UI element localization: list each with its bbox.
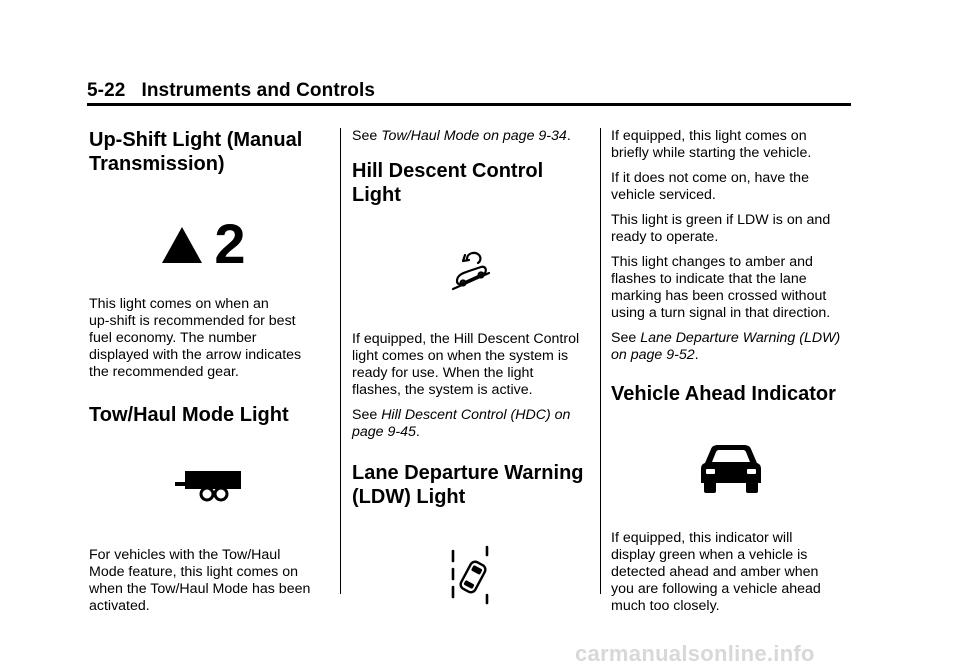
watermark: carmanualsonline.info (575, 641, 815, 666)
ldw-body-4: This light changes to amber and flashes to indicate that the lane marking has been crossed without using a turn signal in that direction. (611, 254, 831, 321)
column-2 (352, 128, 590, 635)
column-1 (89, 128, 327, 615)
towhaul-ref-link[interactable]: Tow/Haul Mode on page 9-34 (381, 128, 567, 144)
towhaul-light-icon (89, 427, 327, 547)
upshift-arrow-icon (158, 210, 258, 268)
ldw-body-3: This light is green if LDW is on and ready to operate. (611, 212, 831, 245)
upshift-heading-line-2: Transmission) (89, 153, 225, 175)
ldw-body-1: If equipped, this light comes on briefly while starting the vehicle. (611, 128, 812, 161)
upshift-gear-number: 2 (214, 212, 246, 268)
ldw-heading (352, 461, 590, 509)
towhaul-heading: Tow/Haul Mode Light (89, 404, 289, 426)
vehicle-ahead-body: If equipped, this indicator will display green when a vehicle is detected ahead and amber when you are following a vehicle ahead much too closely. (611, 530, 821, 614)
ldw-ref-link[interactable]: Lane Departure Warning (LDW) on page 9-52 (611, 330, 841, 363)
vehicle-ahead-heading: Vehicle Ahead Indicator (611, 383, 836, 405)
ldw-light-icon (352, 509, 590, 635)
upshift-body: This light comes on when an up-shift is recommended for best fuel economy. The number displayed with the arrow indicates the recommended gear. (89, 296, 302, 380)
column-divider-2 (600, 128, 601, 594)
ldw-heading-line-2: (LDW) Light (352, 486, 466, 508)
column-divider-1 (340, 128, 341, 594)
header-rule (87, 103, 851, 106)
page-number: 5-22 (87, 80, 126, 101)
hill-descent-icon (447, 245, 495, 293)
hdc-see-reference: See Hill Descent Control (HDC) on page 9-45. (352, 407, 571, 440)
ldw-heading-line-1: Lane Departure Warning (352, 462, 584, 484)
section-title: Instruments and Controls (141, 80, 376, 101)
upshift-heading-line-1: Up-Shift Light (Manual (89, 129, 303, 151)
hdc-body: If equipped, the Hill Descent Control light comes on when the system is ready for use. When the light flashes, the system is active. (352, 331, 580, 398)
trailer-icon (173, 469, 243, 505)
page-header (87, 80, 375, 102)
hdc-ref-link[interactable]: Hill Descent Control (HDC) on page 9-45 (352, 407, 571, 440)
towhaul-body: For vehicles with the Tow/Haul Mode feature, this light comes on when the Tow/Haul Mode has been activated. (89, 547, 311, 614)
upshift-heading (89, 128, 327, 176)
towhaul-see-reference: See Tow/Haul Mode on page 9-34. (352, 128, 571, 144)
column-3 (611, 128, 851, 615)
hdc-heading: Hill Descent Control Light (352, 160, 544, 206)
vehicle-ahead-icon (699, 441, 763, 495)
lane-departure-icon (447, 545, 495, 605)
upshift-light-icon (89, 176, 327, 296)
hdc-light-icon (352, 207, 590, 331)
ldw-body-2: If it does not come on, have the vehicle serviced. (611, 170, 809, 203)
ldw-see-reference: See Lane Departure Warning (LDW) on page 9-52. (611, 330, 841, 363)
vehicle-ahead-light-icon (611, 406, 851, 530)
